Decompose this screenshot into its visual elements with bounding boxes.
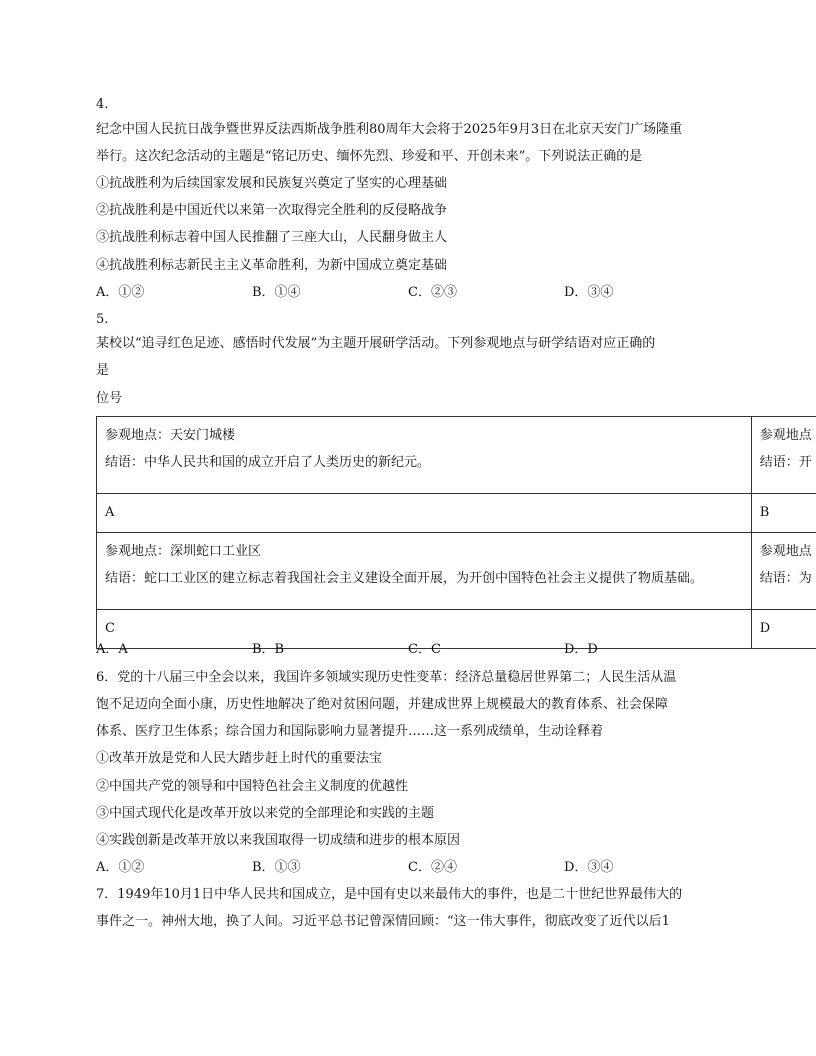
q6-option-c[interactable]: C．②④	[408, 860, 457, 875]
q6-item-4: ④实践创新是改革开放以来我国取得一切成绩和进步的根本原因	[96, 833, 461, 848]
table-row	[97, 494, 816, 533]
cell-conclusion: 结语：为	[759, 571, 812, 586]
q4-option-a[interactable]: A．①②	[96, 285, 145, 300]
q5-stem-line2: 是	[96, 363, 110, 378]
q5-option-a[interactable]: A．A	[96, 642, 128, 657]
q5-options	[96, 641, 816, 659]
q6-options	[96, 859, 816, 877]
table-cell-label-c: C	[97, 610, 752, 649]
q6-stem-line3: 体系、医疗卫生体系；综合国力和国际影响力显著提升……这一系列成绩单，生动诠释着	[96, 724, 604, 739]
q4-stem-line1: 纪念中国人民抗日战争暨世界反法西斯战争胜利80周年大会将于2025年9月3日在北京天安门广场隆重	[96, 122, 683, 137]
q6-stem-line1: 6．党的十八届三中全会以来，我国许多领域实现历史性变革：经济总量稳居世界第二；人民生活从温	[96, 670, 677, 685]
table-cell-label-d: D	[751, 610, 816, 649]
cell-location: 参观地点	[759, 544, 812, 559]
q5-stem-line1: 某校以“追寻红色足迹、感悟时代发展”为主题开展研学活动。下列参观地点与研学结语对应正确的	[96, 336, 656, 351]
q4-item-1: ①抗战胜利为后续国家发展和民族复兴奠定了坚实的心理基础	[96, 176, 448, 191]
q6-option-a[interactable]: A．①②	[96, 860, 145, 875]
q6-option-d[interactable]: D．③④	[564, 860, 614, 875]
table-cell-d-content	[751, 533, 816, 610]
q7-stem-line2: 事件之一。神州大地，换了人间。习近平总书记曾深情回顾：“这一伟大事件，彻底改变了近代以后1	[96, 914, 670, 929]
table-row	[97, 417, 816, 494]
table-cell-b-content	[751, 417, 816, 494]
q4-stem-line2: 举行。这次纪念活动的主题是“铭记历史、缅怀先烈、珍爱和平、开创未来”。下列说法正确的是	[96, 149, 643, 164]
cell-location: 参观地点	[759, 428, 812, 443]
q6-item-3: ③中国式现代化是改革开放以来党的全部理论和实践的主题	[96, 806, 435, 821]
q6-item-2: ②中国共产党的领导和中国特色社会主义制度的优越性	[96, 779, 409, 794]
q4-number: 4.	[96, 97, 109, 112]
q6-item-1: ①改革开放是党和人民大踏步赶上时代的重要法宝	[96, 751, 383, 766]
q4-option-b[interactable]: B．①④	[252, 285, 301, 300]
table-cell-c-content	[97, 533, 752, 610]
q5-option-c[interactable]: C．C	[408, 642, 441, 657]
q5-table	[96, 416, 816, 649]
q5-option-b[interactable]: B．B	[252, 642, 285, 657]
q4-option-c[interactable]: C．②③	[408, 285, 457, 300]
cell-conclusion: 结语：中华人民共和国的成立开启了人类历史的新纪元。	[105, 455, 431, 470]
q5-option-d[interactable]: D．D	[564, 642, 598, 657]
table-row	[97, 533, 816, 610]
table-cell-label-b: B	[751, 494, 816, 533]
q5-number: 5.	[96, 312, 109, 327]
q4-item-4: ④抗战胜利标志新民主主义革命胜利，为新中国成立奠定基础	[96, 258, 448, 273]
cell-conclusion: 结语：开	[759, 455, 812, 470]
q7-stem-line1: 7．1949年10月1日中华人民共和国成立，是中国有史以来最伟大的事件，也是二十世纪世界最伟大的	[96, 887, 683, 902]
q4-item-3: ③抗战胜利标志着中国人民推翻了三座大山，人民翻身做主人	[96, 230, 448, 245]
q4-option-d[interactable]: D．③④	[564, 285, 614, 300]
q5-header-word: 位号	[96, 391, 123, 406]
table-cell-label-a: A	[97, 494, 752, 533]
q4-item-2: ②抗战胜利是中国近代以来第一次取得完全胜利的反侵略战争	[96, 203, 448, 218]
cell-conclusion: 结语：蛇口工业区的建立标志着我国社会主义建设全面开展，为开创中国特色社会主义提供了物质基础。	[105, 571, 704, 586]
cell-location: 参观地点：深圳蛇口工业区	[105, 544, 262, 559]
cell-location: 参观地点：天安门城楼	[105, 428, 236, 443]
table-cell-a-content	[97, 417, 752, 494]
q4-options	[96, 284, 816, 302]
q6-option-b[interactable]: B．①③	[252, 860, 301, 875]
q6-stem-line2: 饱不足迈向全面小康，历史性地解决了绝对贫困问题，并建成世界上规模最大的教育体系、社会保障	[96, 697, 669, 712]
